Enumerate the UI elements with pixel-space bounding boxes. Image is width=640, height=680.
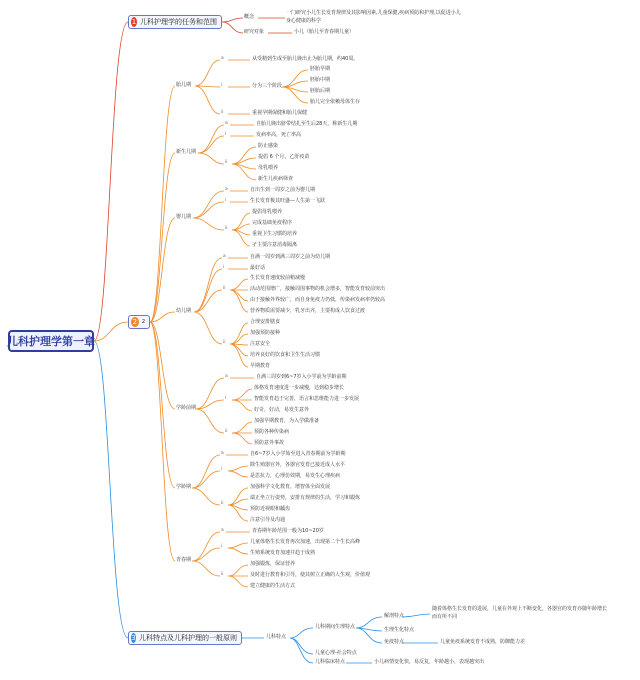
medical-label[interactable]: 儿科期间生理特点 <box>315 624 356 630</box>
fetal-s1: 胚胎早期 <box>310 66 331 72</box>
object-text: 小儿（胎儿至青春期儿童） <box>294 29 355 35</box>
preschool-t2: 预防各种传染病 <box>254 429 290 435</box>
newborn-s4: 新生儿疾病筛查 <box>258 176 294 182</box>
physio-label[interactable]: 生理生化特点 <box>384 627 415 633</box>
newborn-s3: 母乳喂养 <box>258 165 279 171</box>
marker-i: i <box>221 544 223 549</box>
stage-infant[interactable]: 婴儿期 <box>176 214 192 220</box>
marker-ii: ii <box>221 501 224 506</box>
main-node-2[interactable] <box>128 315 150 329</box>
immune-label[interactable]: 免疫特点 <box>384 639 405 645</box>
infant-s4: 孑主要注意消毒隔离 <box>252 242 298 248</box>
marker-ii: ii <box>223 340 226 345</box>
stage-adolescent[interactable]: 青春期 <box>176 557 192 563</box>
adolescent-b1: 青春期年龄范围一般为10~20岁 <box>252 528 324 534</box>
root-node[interactable]: 儿科护理学第一章 <box>8 330 94 352</box>
stage-fetal[interactable]: 胎儿期 <box>176 82 192 88</box>
anat-text-line2: 而有所不同 <box>432 614 458 620</box>
preschool-t3: 预防意外事故 <box>254 440 285 446</box>
marker-a: a <box>225 121 228 126</box>
preschool-s3: 好奇，好动，易发生意外 <box>254 407 310 413</box>
feature-label[interactable]: 儿科特点 <box>266 634 287 640</box>
newborn-s1: 防止感染 <box>258 143 279 149</box>
fetal-b2: 分为三个阶段 <box>252 83 283 89</box>
marker-i: i <box>221 467 223 472</box>
marker-i: i <box>221 83 223 88</box>
toddler-s1: 生长发育速度较前稍减慢 <box>250 275 306 281</box>
school-s2: 是思抗力，心理仿效期，易发生心理疾病 <box>250 473 341 479</box>
school-t2: 端正坐立行姿势，安排有规律的生活，学习和锻炼 <box>250 495 361 501</box>
marker-i: i <box>223 265 225 270</box>
marker-i: i <box>225 198 227 203</box>
anat-label[interactable]: 解剖特点 <box>384 613 405 619</box>
preschool-s2: 智能发育趋于完善，语言和思维能力进一步发展 <box>254 396 360 402</box>
concept-text-line1: 一门研究小儿生长发育规律及其影响因素,儿童保健,疾病预防和护理,以促进小儿 <box>286 10 461 16</box>
toddler-b2: 最好话 <box>250 265 266 271</box>
school-b1: 自6~7岁入小学始至进入青春期前为学龄期 <box>250 451 346 457</box>
number-badge-1: 1 <box>131 18 137 26</box>
marker-ii: ii <box>221 110 224 115</box>
main-node-1[interactable] <box>128 15 222 29</box>
psych-label[interactable]: 儿童心理-社会特点 <box>315 650 357 656</box>
concept-label[interactable]: 概念 <box>244 14 255 20</box>
marker-a: a <box>225 374 228 379</box>
adolescent-t3: 建立健康的生活方式 <box>250 583 296 589</box>
adolescent-t1: 加强锻炼，保证营养 <box>250 561 296 567</box>
infant-s2: 完成基础免疫程序 <box>252 220 293 226</box>
stage-school[interactable]: 学龄期 <box>176 484 192 490</box>
infant-b1: 自出生到一周岁之前为婴儿期 <box>250 187 316 193</box>
marker-a: a <box>223 254 226 259</box>
immune-text: 儿童免疫系统发育不成熟，防御能力差 <box>440 639 526 645</box>
concept-text-line2: 身心健康的科学 <box>286 18 322 24</box>
preschool-t1: 加强早期教育，为入学做准备 <box>254 418 320 424</box>
toddler-b1: 自满一周岁到满三周岁之前为幼儿期 <box>250 254 331 260</box>
school-t1: 加强科学文化教育，增智体全面发展 <box>250 484 331 490</box>
toddler-t3: 注意安全 <box>250 341 271 347</box>
fetal-b1: 从受精到生成至胎儿娩出止为胎儿期，约40周。 <box>252 56 359 62</box>
marker-a: a <box>221 528 224 533</box>
number-badge-2: 2 <box>132 318 138 326</box>
adolescent-s2: 生殖系统发育加速并趋于成熟 <box>250 550 316 556</box>
fetal-s2: 胚胎中期 <box>310 77 331 83</box>
toddler-t4: 培养良好的饮食和卫生生活习惯 <box>250 352 321 358</box>
toddler-t2: 加强预防接种 <box>250 330 281 336</box>
marker-i: i <box>225 396 227 401</box>
toddler-s4: 营养物质需要减少，乳牙出齐，主要构成人饮食过渡 <box>250 308 366 314</box>
fetal-b3: 重视孕期保健和胎儿保健 <box>252 110 308 116</box>
marker-a: a <box>221 451 224 456</box>
marker-ii: ii <box>225 429 228 434</box>
stage-toddler[interactable]: 幼儿期 <box>176 308 192 314</box>
anat-text-line1: 随着体格生长发育的进展，儿童在外观上不断变化，各器官的发育亦随年龄增长 <box>432 606 608 612</box>
newborn-b1: 自胎儿娩出脐带结扎至生后28天，称新生儿期 <box>256 121 358 127</box>
main-node-3[interactable] <box>128 631 242 645</box>
marker-a: a <box>225 187 228 192</box>
marker-ii: ii <box>223 286 226 291</box>
marker-ii: ii <box>225 226 228 231</box>
toddler-s3: 由于接触外界较广，而自身免疫力仍低，传染病发病率仍较高 <box>250 297 386 303</box>
clinical-label[interactable]: 儿科临床特点 <box>315 659 346 665</box>
adolescent-s1: 儿童体格生长发育再次加速，出现第二个生长高峰 <box>250 539 361 545</box>
newborn-s2: 提倡 6 个月，乙肝疫苗 <box>258 154 310 160</box>
number-badge-3: 3 <box>131 634 136 642</box>
clinical-text: 小儿病情变化快，易反复，年龄越小，表现越突出 <box>374 659 485 665</box>
toddler-s2: 活动范围增广，接触周围事物的机会增多，智能发育较前突出 <box>250 286 386 292</box>
school-t4: 注意引导及沟通 <box>250 517 286 523</box>
school-t3: 预防近视眼和龋齿 <box>250 506 291 512</box>
adolescent-t2: 及时进行教育和引导，使其树立正确的人生观，价值观 <box>250 572 371 578</box>
infant-b2: 生长发育极其旺盛—人生第一飞跃 <box>250 198 326 204</box>
marker-ii: ii <box>225 160 228 165</box>
preschool-s1: 体格发育速度进一步减慢，达到稳步增长 <box>254 385 345 391</box>
infant-s1: 提倡母乳喂养 <box>252 209 283 215</box>
infant-s3: 重视卫生习惯的培养 <box>252 231 298 237</box>
stage-preschool[interactable]: 学龄前期 <box>176 405 197 411</box>
fetal-s3: 胚胎后期 <box>310 88 331 94</box>
preschool-b1: 自满三周岁到6~7岁入小学前为学龄前期 <box>256 374 347 380</box>
marker-i: i <box>225 132 227 137</box>
fetal-s4: 胎儿完全依赖母体生存 <box>310 99 361 105</box>
school-s1: 除生殖器官外，各器官发育已接近成人水平 <box>250 462 346 468</box>
marker-a: a <box>221 56 224 61</box>
toddler-t5: 早期教育 <box>250 363 271 369</box>
toddler-t1: 合理安排膳食 <box>250 319 281 325</box>
main-node-3-label: 儿科特点及儿科护理的一般原则 <box>139 633 237 642</box>
stage-newborn[interactable]: 新生儿期 <box>176 149 197 155</box>
main-node-2-label: 2 <box>141 318 145 325</box>
marker-ii: ii <box>221 572 224 577</box>
newborn-b2: 发病率高，死亡率高 <box>256 132 302 138</box>
object-label[interactable]: 研究对象 <box>244 29 265 35</box>
main-node-1-label: 儿科护理学的任务和范围 <box>140 17 217 26</box>
